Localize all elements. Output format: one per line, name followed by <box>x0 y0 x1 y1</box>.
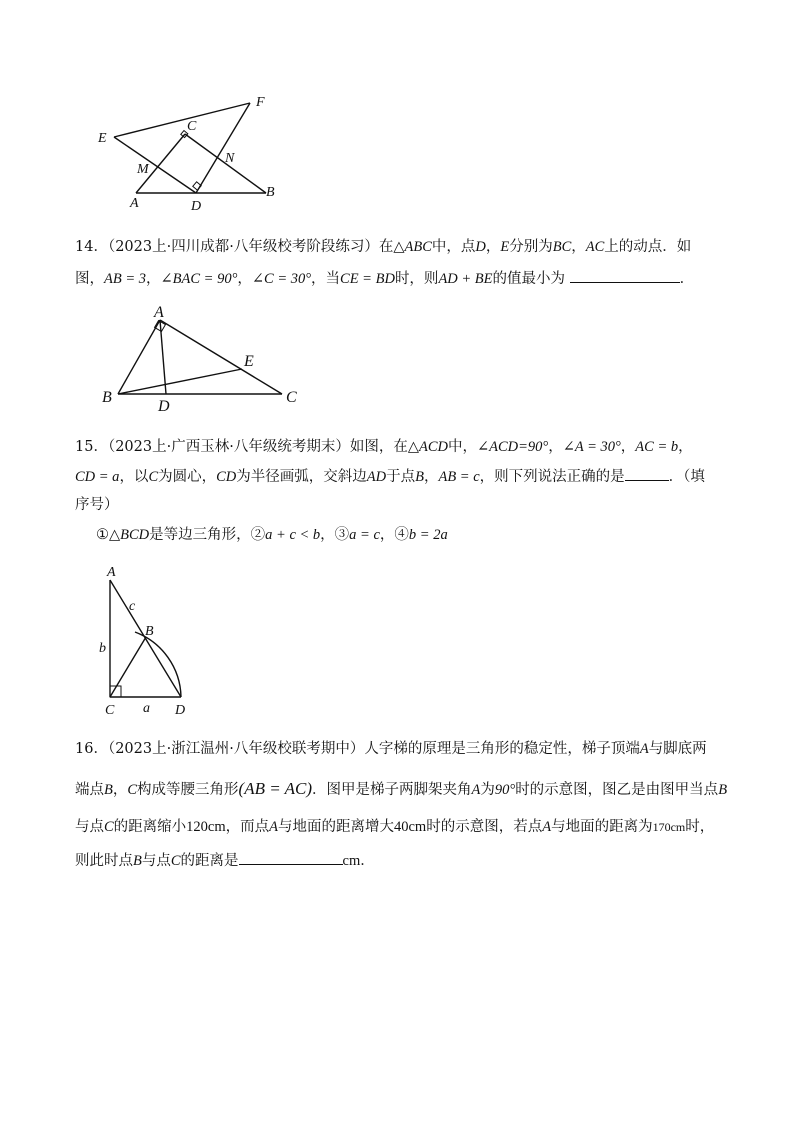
question-source: （2023上·广西玉林·八年级统考期末） <box>107 439 350 455</box>
math-point: B <box>415 469 424 485</box>
math-point: C <box>148 469 159 485</box>
label-E: E <box>98 131 107 146</box>
label-A: A <box>130 196 139 211</box>
segment-EF <box>114 103 250 137</box>
text: ， <box>620 439 636 455</box>
text: 是等边三角形，② <box>149 527 266 543</box>
math-condition: AB = c <box>438 469 480 485</box>
math-segment: AD <box>366 469 387 485</box>
text: 为 <box>480 782 495 798</box>
text: 与地面的距离增大 <box>278 819 394 835</box>
text: ． <box>360 853 375 869</box>
math-expression: AD + BE <box>438 271 493 287</box>
math-value: 40cm <box>394 819 427 835</box>
text: 与脚底两 <box>648 741 707 757</box>
math-segment: CD <box>216 469 237 485</box>
math-point: B <box>718 782 728 798</box>
question-15-options <box>96 524 756 546</box>
text: ， <box>237 271 252 287</box>
math-segment: BC <box>552 239 572 255</box>
question-15-line-1 <box>75 436 735 458</box>
segment-AB <box>118 320 160 394</box>
text: 序号） <box>75 497 119 513</box>
figure-14 <box>96 302 306 412</box>
text: ， <box>112 782 128 798</box>
math-condition: CD = a <box>75 469 120 485</box>
text: 的距离是 <box>180 853 239 869</box>
text: ．图甲是梯子两脚架夹角 <box>312 782 472 798</box>
math-point: D <box>475 239 486 255</box>
math-condition: CE = BD <box>340 271 395 287</box>
label-B: B <box>145 624 154 639</box>
text: ，④ <box>379 527 409 543</box>
math-expression: a + c < b <box>265 527 321 543</box>
text: 为半径画弧，交斜边 <box>236 469 367 485</box>
text: ， <box>485 239 501 255</box>
question-number: 16． <box>75 741 108 757</box>
text: 端点 <box>75 782 104 798</box>
math-value: 170cm <box>652 820 686 834</box>
math-expression: a = c <box>349 527 380 543</box>
question-number: 15． <box>75 439 108 455</box>
label-C: C <box>187 119 197 134</box>
label-A: A <box>154 304 164 321</box>
text: 与地面的距离为 <box>551 819 653 835</box>
text: ，而点 <box>225 819 270 835</box>
text: ．（填 <box>668 469 705 485</box>
label-B: B <box>102 389 112 406</box>
math-condition: AB = 3 <box>104 271 146 287</box>
segment-BE <box>118 369 242 394</box>
label-D: D <box>191 199 202 214</box>
question-16-line-2 <box>75 778 735 801</box>
question-15-line-2 <box>75 466 735 488</box>
math-point: E <box>500 239 510 255</box>
label-D: D <box>175 703 186 718</box>
text: 如图，在 <box>349 439 408 455</box>
text: 的值最小为 <box>492 271 566 287</box>
label-M: M <box>137 162 149 177</box>
label-E: E <box>244 353 254 370</box>
text: ． <box>679 271 695 287</box>
figure-13 <box>90 90 290 215</box>
question-14-line-1 <box>75 236 735 258</box>
text: ， <box>678 439 693 455</box>
math-point: A <box>542 819 552 835</box>
question-number: 14． <box>75 239 108 255</box>
label-D: D <box>158 398 170 412</box>
answer-blank[interactable] <box>570 268 680 283</box>
label-C: C <box>105 703 115 718</box>
text: 在 <box>378 239 394 255</box>
math-point: B <box>133 853 142 869</box>
math-point: C <box>104 819 114 835</box>
text: 与点 <box>75 819 104 835</box>
text: 则此时点 <box>75 853 133 869</box>
math-segment: AC <box>585 239 605 255</box>
figure-15 <box>95 560 205 720</box>
answer-blank[interactable] <box>239 850 343 865</box>
question-16-line-4 <box>75 850 735 872</box>
math-point: C <box>170 853 181 869</box>
text: ，以 <box>119 469 149 485</box>
math-value: 120cm <box>186 819 226 835</box>
question-14-line-2 <box>75 268 735 290</box>
label-N: N <box>225 151 235 166</box>
text: 时，则 <box>394 271 439 287</box>
text: 时， <box>685 819 715 835</box>
arc-BD <box>135 632 181 697</box>
text: 图， <box>75 271 104 287</box>
text: ， <box>423 469 439 485</box>
text: 人字梯的原理是三角形的稳定性，梯子顶端 <box>364 741 640 757</box>
math-expression: △BCD <box>109 527 150 543</box>
math-value: 90° <box>494 782 516 798</box>
label-b: b <box>99 641 106 656</box>
text: ，当 <box>311 271 341 287</box>
segment-CB <box>110 637 146 697</box>
segment-AC <box>160 320 282 394</box>
text: ① <box>96 527 109 543</box>
text: ，则下列说法正确的是 <box>479 469 625 485</box>
text: 中，点 <box>431 239 476 255</box>
answer-blank[interactable] <box>625 466 669 481</box>
text: ， <box>571 239 586 255</box>
math-point: A <box>639 741 649 757</box>
text: 与点 <box>141 853 171 869</box>
math-condition: ∠C = 30° <box>251 271 312 287</box>
math-condition: ∠BAC = 90° <box>160 271 238 287</box>
question-15-line-3 <box>75 494 735 516</box>
math-expression: b = 2a <box>408 527 448 543</box>
text: 中， <box>447 439 477 455</box>
math-condition: ∠ACD=90° <box>476 439 549 455</box>
math-point: A <box>471 782 481 798</box>
text: 为圆心， <box>158 469 217 485</box>
question-source: （2023上·浙江温州·八年级校联考期中） <box>107 741 365 757</box>
question-16-line-1 <box>75 738 735 760</box>
label-c: c <box>129 599 136 614</box>
text: ， <box>146 271 161 287</box>
text: ， <box>548 439 563 455</box>
text: ，③ <box>320 527 350 543</box>
math-triangle: △ABC <box>393 239 432 255</box>
math-point: C <box>127 782 138 798</box>
text: 时的示意图，若点 <box>426 819 543 835</box>
text: 分别为 <box>509 239 553 255</box>
question-source: （2023上·四川成都·八年级校考阶段练习） <box>107 239 379 255</box>
label-A: A <box>107 565 116 580</box>
segment-ED <box>114 137 196 193</box>
text: 的距离缩小 <box>113 819 187 835</box>
label-a: a <box>143 701 150 716</box>
text: 构成等腰三角形 <box>137 782 239 798</box>
text: 上的动点．如 <box>604 239 692 255</box>
math-condition: (AB = AC) <box>238 779 313 798</box>
text: 时的示意图，图乙是由图甲当点 <box>515 782 719 798</box>
math-unit: cm <box>342 853 361 869</box>
label-B: B <box>266 185 275 200</box>
label-C: C <box>286 389 297 406</box>
math-triangle: △ACD <box>407 439 448 455</box>
label-F: F <box>256 95 265 110</box>
question-16-line-3 <box>75 816 735 838</box>
text: 于点 <box>386 469 416 485</box>
math-condition: AC = b <box>635 439 679 455</box>
math-point: B <box>104 782 113 798</box>
math-point: A <box>269 819 278 835</box>
math-condition: ∠A = 30° <box>562 439 621 455</box>
